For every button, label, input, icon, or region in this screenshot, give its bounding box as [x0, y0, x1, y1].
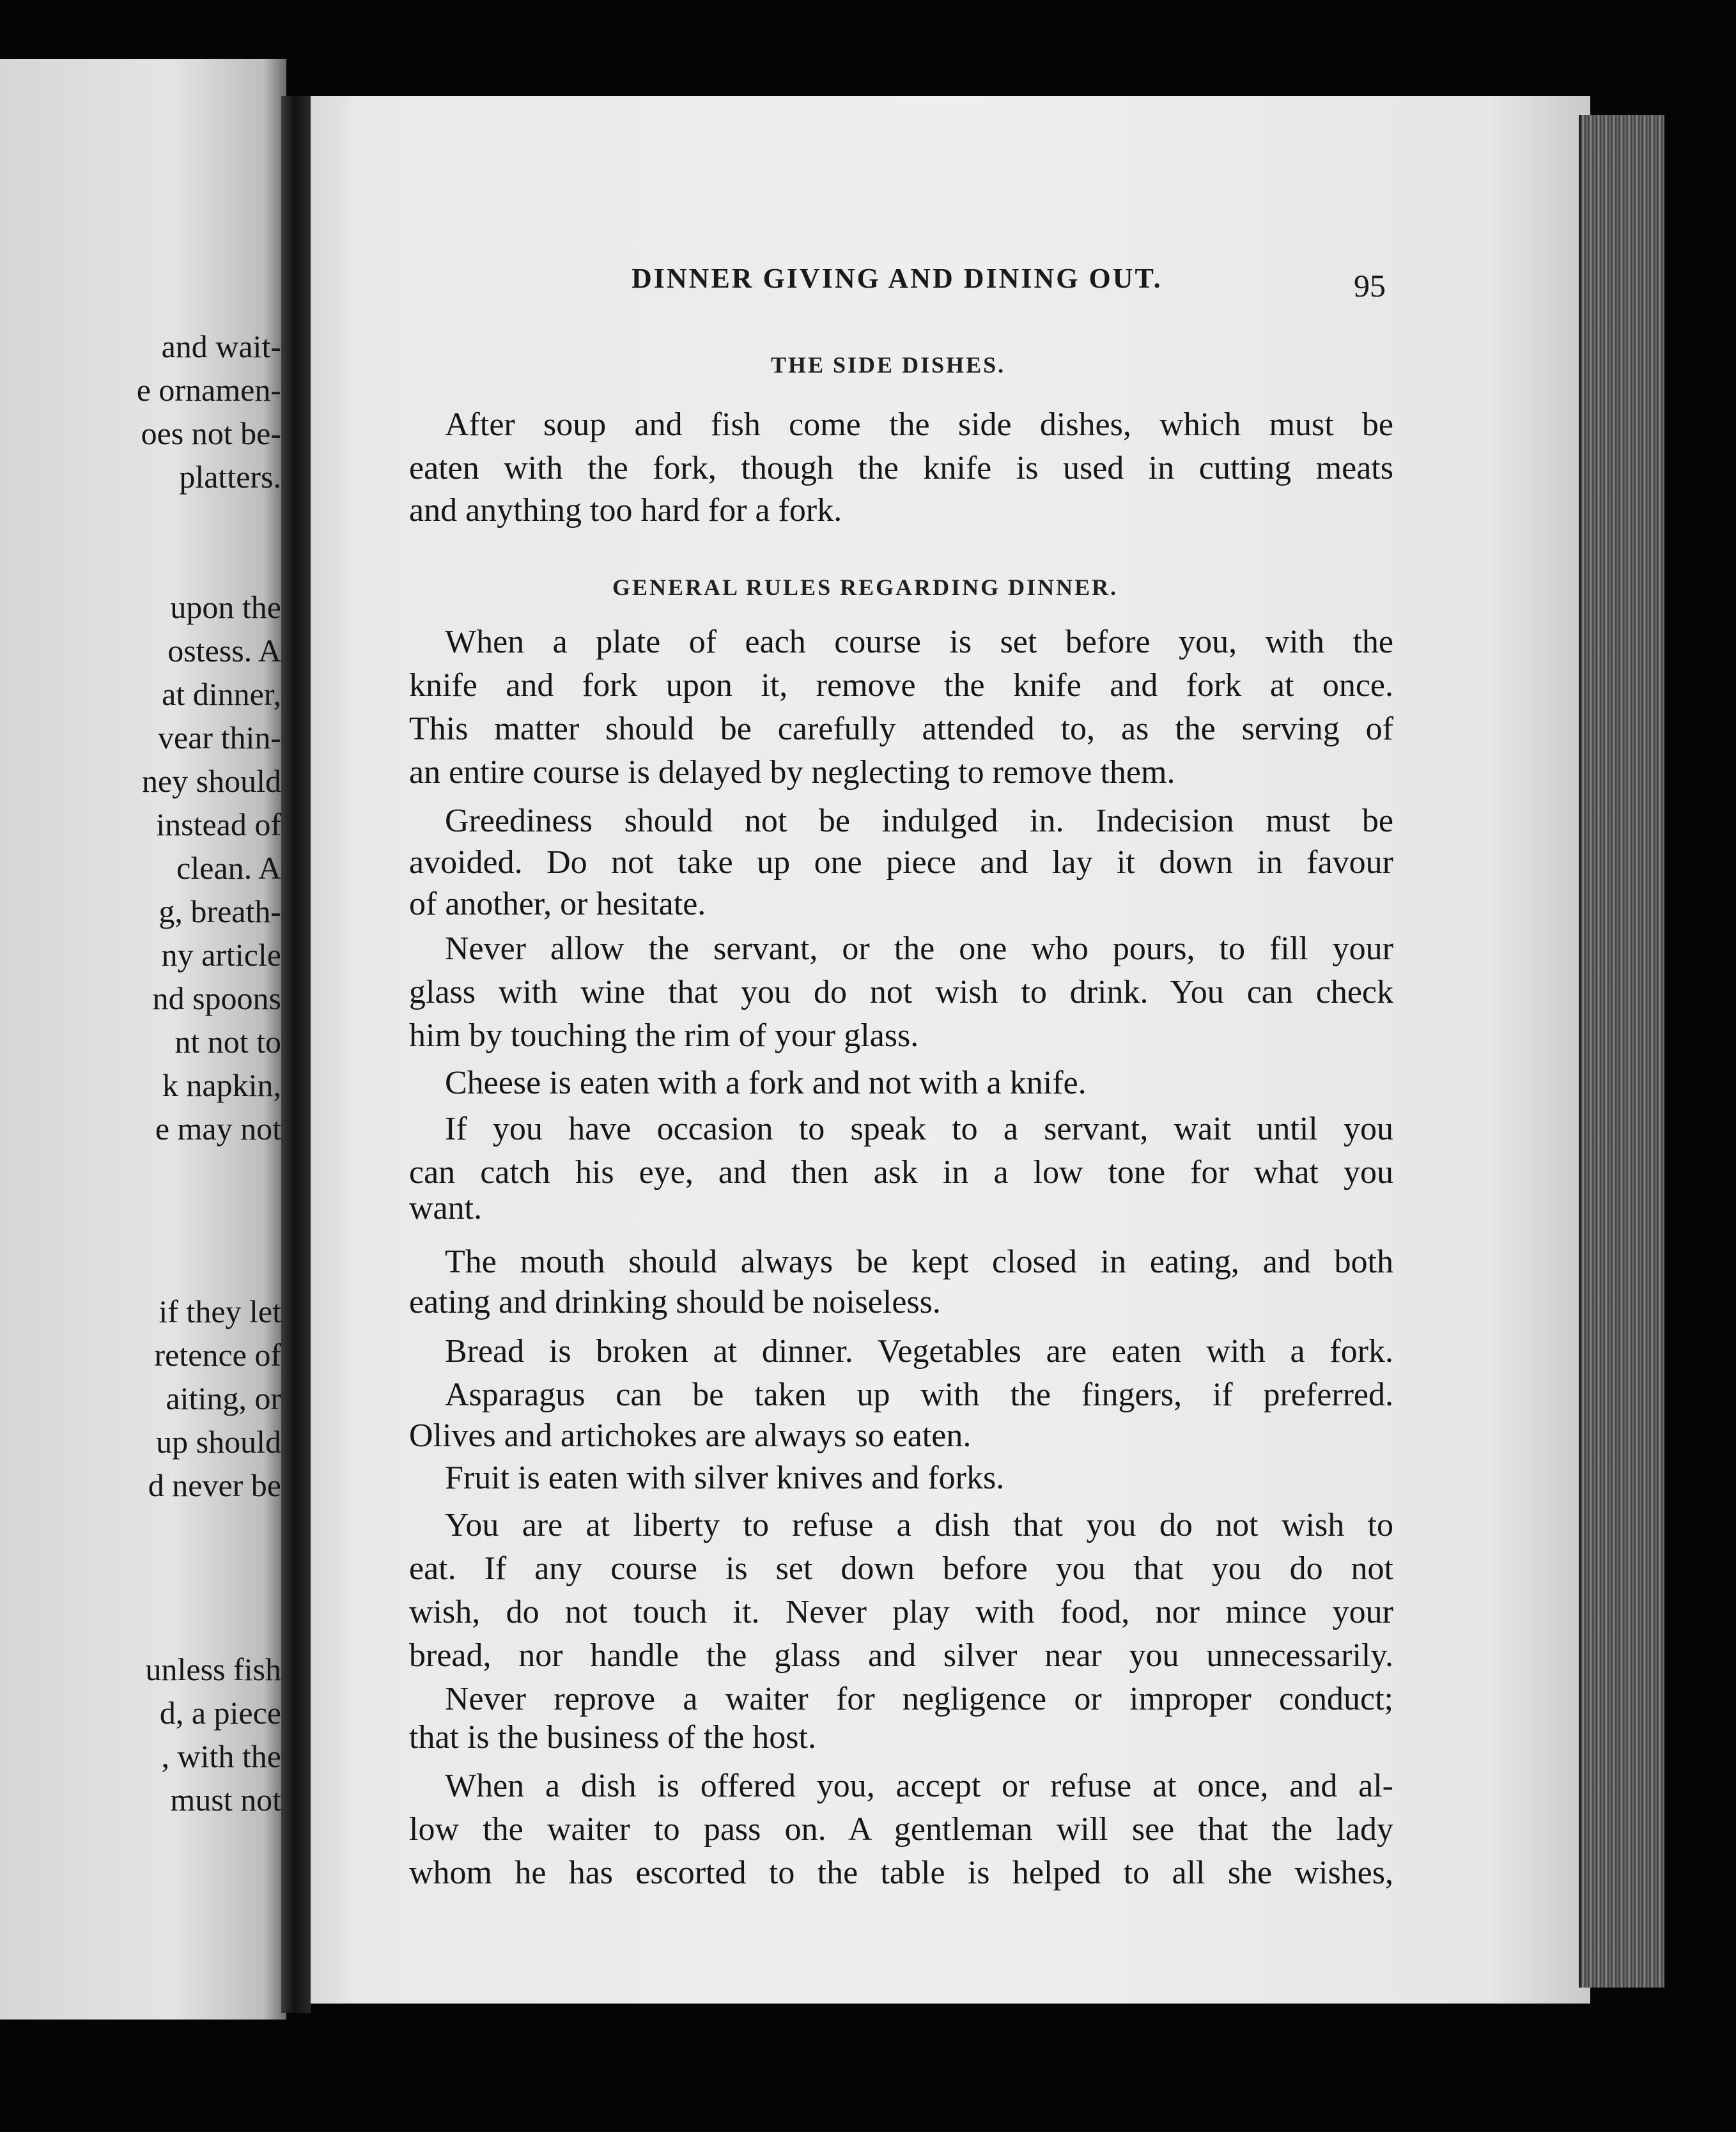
left-text-line: ny article: [161, 937, 281, 973]
text-line: Olives and artichokes are always so eaten.: [409, 1417, 972, 1454]
left-text-line: e ornamen-: [136, 372, 281, 408]
left-text-line: nd spoons: [152, 980, 281, 1016]
text-line: Asparagus can be taken up with the fingers, if preferred.: [445, 1377, 1393, 1413]
page-edges: [1579, 115, 1664, 1988]
left-text-line: must not: [170, 1782, 281, 1818]
left-text-line: k napkin,: [162, 1067, 281, 1103]
section-heading-general-rules: GENERAL RULES REGARDING DINNER.: [612, 575, 1119, 600]
text-line: eaten with the fork, though the knife is used in cutting meats: [409, 450, 1393, 486]
left-text-line: , with the: [161, 1738, 281, 1774]
text-line: When a dish is offered you, accept or refuse at once, and al-: [445, 1768, 1393, 1804]
section-heading-side-dishes: THE SIDE DISHES.: [771, 352, 1006, 378]
left-text-line: at dinner,: [162, 676, 281, 712]
left-text-line: e may not: [155, 1111, 281, 1147]
running-header: DINNER GIVING AND DINING OUT.: [632, 263, 1163, 294]
left-text-line: vear thin-: [158, 720, 281, 755]
left-text-line: oes not be-: [141, 415, 281, 451]
text-line: that is the business of the host.: [409, 1719, 816, 1756]
left-text-line: retence of: [154, 1337, 281, 1373]
left-text-line: platters.: [179, 459, 281, 495]
text-line: Never allow the servant, or the one who pours, to fill your: [445, 931, 1393, 967]
text-line: bread, nor handle the glass and silver near you unnecessarily.: [409, 1637, 1393, 1674]
left-text-line: g, breath-: [159, 893, 281, 929]
text-line: whom he has escorted to the table is helped to all she wishes,: [409, 1855, 1393, 1891]
left-page: [0, 59, 286, 2020]
left-text-line: ostess. A: [167, 633, 281, 668]
text-line: Bread is broken at dinner. Vegetables are eaten with a fork.: [445, 1333, 1393, 1370]
book-gutter: [281, 96, 311, 2013]
left-text-line: aiting, or: [166, 1380, 281, 1416]
text-line: You are at liberty to refuse a dish that you do not wish to: [445, 1507, 1393, 1543]
text-line: This matter should be carefully attended to, as the serving of: [409, 711, 1393, 747]
text-line: Cheese is eaten with a fork and not with a knife.: [445, 1065, 1087, 1101]
text-line: and anything too hard for a fork.: [409, 492, 842, 529]
page-number: 95: [1354, 268, 1386, 304]
text-line: can catch his eye, and then ask in a low tone for what you: [409, 1154, 1393, 1191]
text-line: Never reprove a waiter for negligence or improper conduct;: [445, 1681, 1393, 1717]
left-text-line: ney should: [141, 763, 281, 799]
text-line: him by touching the rim of your glass.: [409, 1017, 919, 1054]
left-text-line: unless fish: [145, 1651, 281, 1687]
text-line: Fruit is eaten with silver knives and forks.: [445, 1460, 1005, 1496]
left-text-line: and wait-: [161, 328, 281, 364]
text-line: want.: [409, 1190, 483, 1226]
left-text-line: instead of: [156, 807, 281, 842]
text-line: Greediness should not be indulged in. Indecision must be: [445, 803, 1393, 839]
left-text-line: d, a piece: [159, 1695, 281, 1731]
text-line: When a plate of each course is set before you, with the: [445, 624, 1393, 660]
text-line: knife and fork upon it, remove the knife and fork at once.: [409, 667, 1393, 704]
text-line: low the waiter to pass on. A gentleman will see that the lady: [409, 1811, 1393, 1848]
left-text-line: up should: [156, 1424, 281, 1460]
left-text-line: nt not to: [174, 1024, 281, 1060]
left-text-line: clean. A: [176, 850, 281, 886]
left-text-line: d never be: [148, 1467, 281, 1503]
text-line: eating and drinking should be noiseless.: [409, 1284, 941, 1320]
text-line: of another, or hesitate.: [409, 886, 706, 922]
text-line: glass with wine that you do not wish to drink. You can check: [409, 974, 1393, 1010]
left-text-line: if they let: [159, 1294, 281, 1329]
text-line: eat. If any course is set down before you that you do not: [409, 1550, 1393, 1587]
text-line: wish, do not touch it. Never play with food, nor mince your: [409, 1594, 1393, 1630]
text-line: If you have occasion to speak to a servant, wait until you: [445, 1111, 1393, 1147]
text-line: The mouth should always be kept closed in eating, and both: [445, 1244, 1393, 1280]
text-line: avoided. Do not take up one piece and lay it down in favour: [409, 844, 1393, 881]
left-text-line: upon the: [170, 589, 281, 625]
text-line: After soup and fish come the side dishes, which must be: [445, 406, 1393, 443]
text-line: an entire course is delayed by neglecting to remove them.: [409, 754, 1175, 791]
